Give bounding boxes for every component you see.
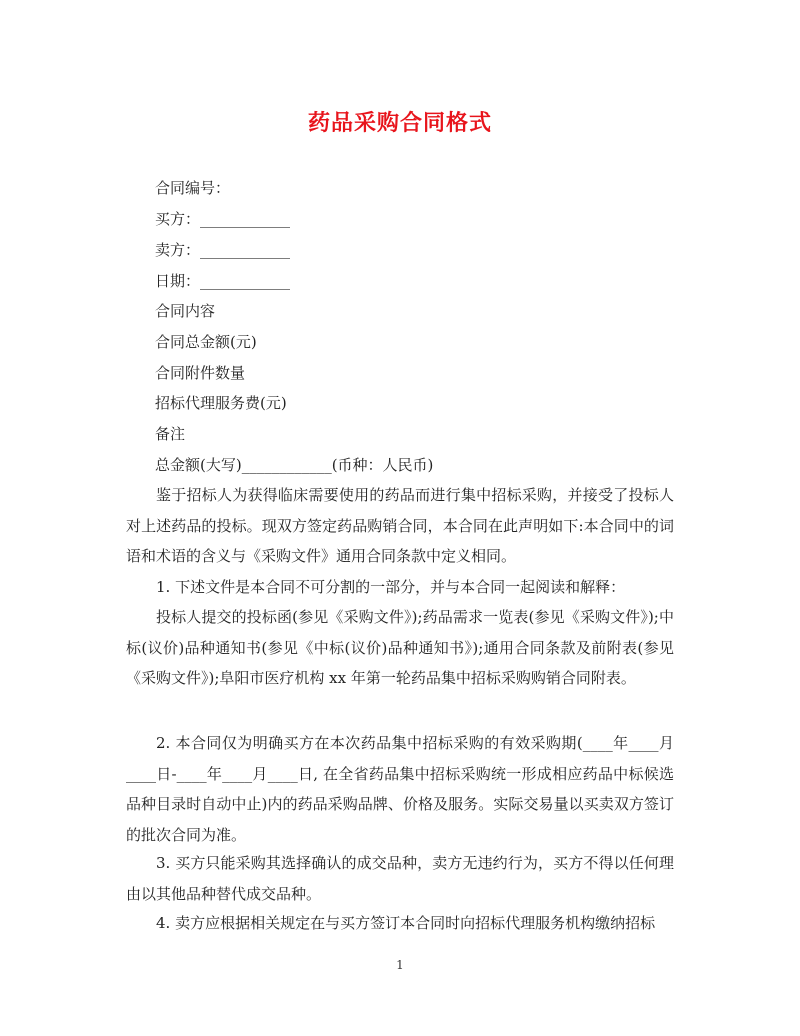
paragraph-clause-1: 1. 下述文件是本合同不可分割的一部分，并与本合同一起阅读和解释：: [156, 578, 626, 596]
paragraph-clause-4: 4. 卖方应根据相关规定在与买方签订本合同时向招标代理服务机构缴纳招标: [156, 914, 656, 932]
field-buyer: 买方：____________: [155, 210, 291, 228]
field-seller: 卖方：____________: [155, 241, 291, 259]
field-contract-number: 合同编号：: [155, 179, 231, 197]
document-title: 药品采购合同格式: [307, 110, 492, 136]
field-remarks: 备注: [155, 425, 186, 443]
field-attachment-count: 合同附件数量: [155, 364, 246, 382]
field-total-amount-words: 总金额(大写)____________(币种：人民币): [155, 456, 434, 474]
field-agency-fee: 招标代理服务费(元): [155, 394, 287, 412]
paragraph-clause-1-documents: 投标人提交的投标函(参见《采购文件》);药品需求一览表(参见《采购文件》);中标(议价)品种通知书(参见《中标(议价)品种通知书》);通用合同条款及前附表(参见《采购文件》);阜阳市医疗机构 xx 年第一轮药品集中招标采购购销合同附表。: [126, 608, 674, 687]
field-contract-content: 合同内容: [155, 302, 216, 320]
field-date: 日期：____________: [155, 272, 291, 290]
page-number: 1: [396, 958, 404, 972]
paragraph-clause-2: 2. 本合同仅为明确买方在本次药品集中招标采购的有效采购期(____年____月____日-____年____月____日, 在全省药品集中招标采购统一形成相应药品中标候选品种目录时自动中止)内的药品采购品牌、价格及服务。实际交易量以买卖双方签订的批次合同为准。: [126, 734, 674, 844]
field-total-amount: 合同总金额(元): [155, 333, 257, 351]
paragraph-clause-3: 3. 买方只能采购其选择确认的成交品种，卖方无违约行为，买方不得以任何理由以其他品种替代成交品种。: [126, 854, 674, 903]
paragraph-preamble: 鉴于招标人为获得临床需要使用的药品而进行集中招标采购，并接受了投标人对上述药品的投标。现双方签定药品购销合同，本合同在此声明如下:本合同中的词语和术语的含义与《采购文件》通用合同条款中定义相同。: [126, 486, 674, 565]
